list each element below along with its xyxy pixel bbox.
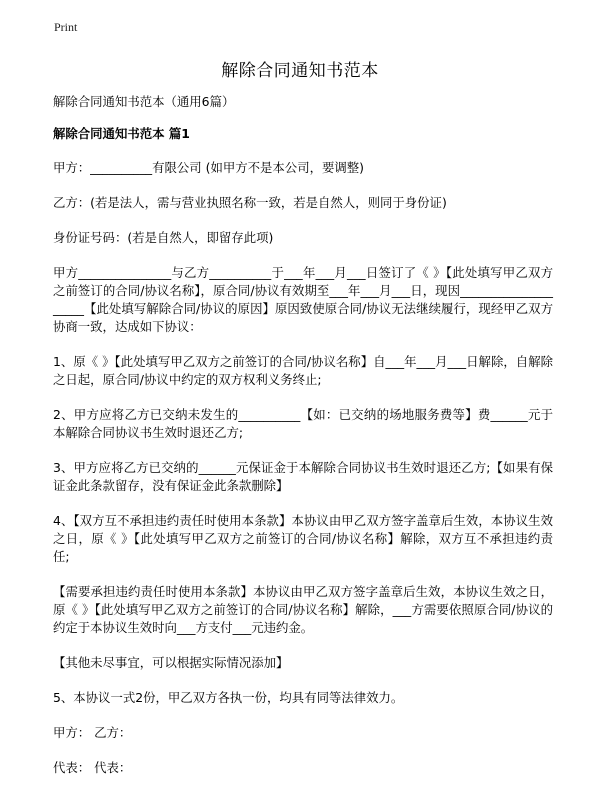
clause-5: 5、本协议一式2份，甲乙双方各执一份，均具有同等法律效力。 xyxy=(53,690,404,705)
section-heading: 解除合同通知书范本 篇1 xyxy=(53,126,190,141)
id-number-line: 身份证号码：(若是自然人，即留存此项) xyxy=(53,230,274,245)
clause-1: 1、原《 》【此处填写甲乙双方之前签订的合同/协议名称】自___年___月___日解除，自解除之日起，原合同/协议中约定的双方权利义务终止; xyxy=(53,354,553,387)
party-a-line: 甲方：__________有限公司 (如甲方不是本公司，要调整) xyxy=(53,160,364,175)
document-title: 解除合同通知书范本 xyxy=(221,61,379,81)
clause-3: 3、甲方应将乙方已交纳的______元保证金于本解除合同协议书生效时退还乙方;【如果有保证金此条款留存，没有保证金此条款删除】 xyxy=(53,460,553,493)
clause-4-alternative: 【需要承担违约责任时使用本条款】本协议由甲乙双方签字盖章后生效，本协议生效之日，原《 》【此处填写甲乙双方之前签订的合同/协议名称】解除，___方需要依照原合同/协议的约定于本协议生效时向___方支付___元违约金。 xyxy=(53,584,553,635)
preamble-paragraph: 甲方_______________与乙方__________于___年___月___日签订了《 》【此处填写甲乙双方之前签订的合同/协议名称】，原合同/协议有效期至___年___月___日，现因____________________【此处填写解除合同/协议的原因】原因致使原合同/协议无法继续履行，现经甲乙双方协商一致，达成如下协议： xyxy=(53,265,553,334)
signature-parties: 甲方： 乙方： xyxy=(53,725,132,740)
signature-representatives: 代表： 代表： xyxy=(53,760,132,775)
clause-4: 4、【双方互不承担违约责任时使用本条款】本协议由甲乙双方签字盖章后生效，本协议生效之日，原《 》【此处填写甲乙双方之前签订的合同/协议名称】解除，双方互不承担违约责任; xyxy=(53,513,553,564)
clause-2: 2、甲方应将乙方已交纳未发生的__________【如：已交纳的场地服务费等】费______元于本解除合同协议书生效时退还乙方; xyxy=(53,407,553,440)
other-matters-note: 【其他未尽事宜，可以根据实际情况添加】 xyxy=(53,655,289,670)
party-b-line: 乙方：(若是法人，需与营业执照名称一致，若是自然人，则同于身份证) xyxy=(53,195,447,210)
print-link[interactable]: Print xyxy=(54,20,78,34)
document-subtitle: 解除合同通知书范本（通用6篇） xyxy=(53,94,235,109)
document-body xyxy=(53,93,553,794)
